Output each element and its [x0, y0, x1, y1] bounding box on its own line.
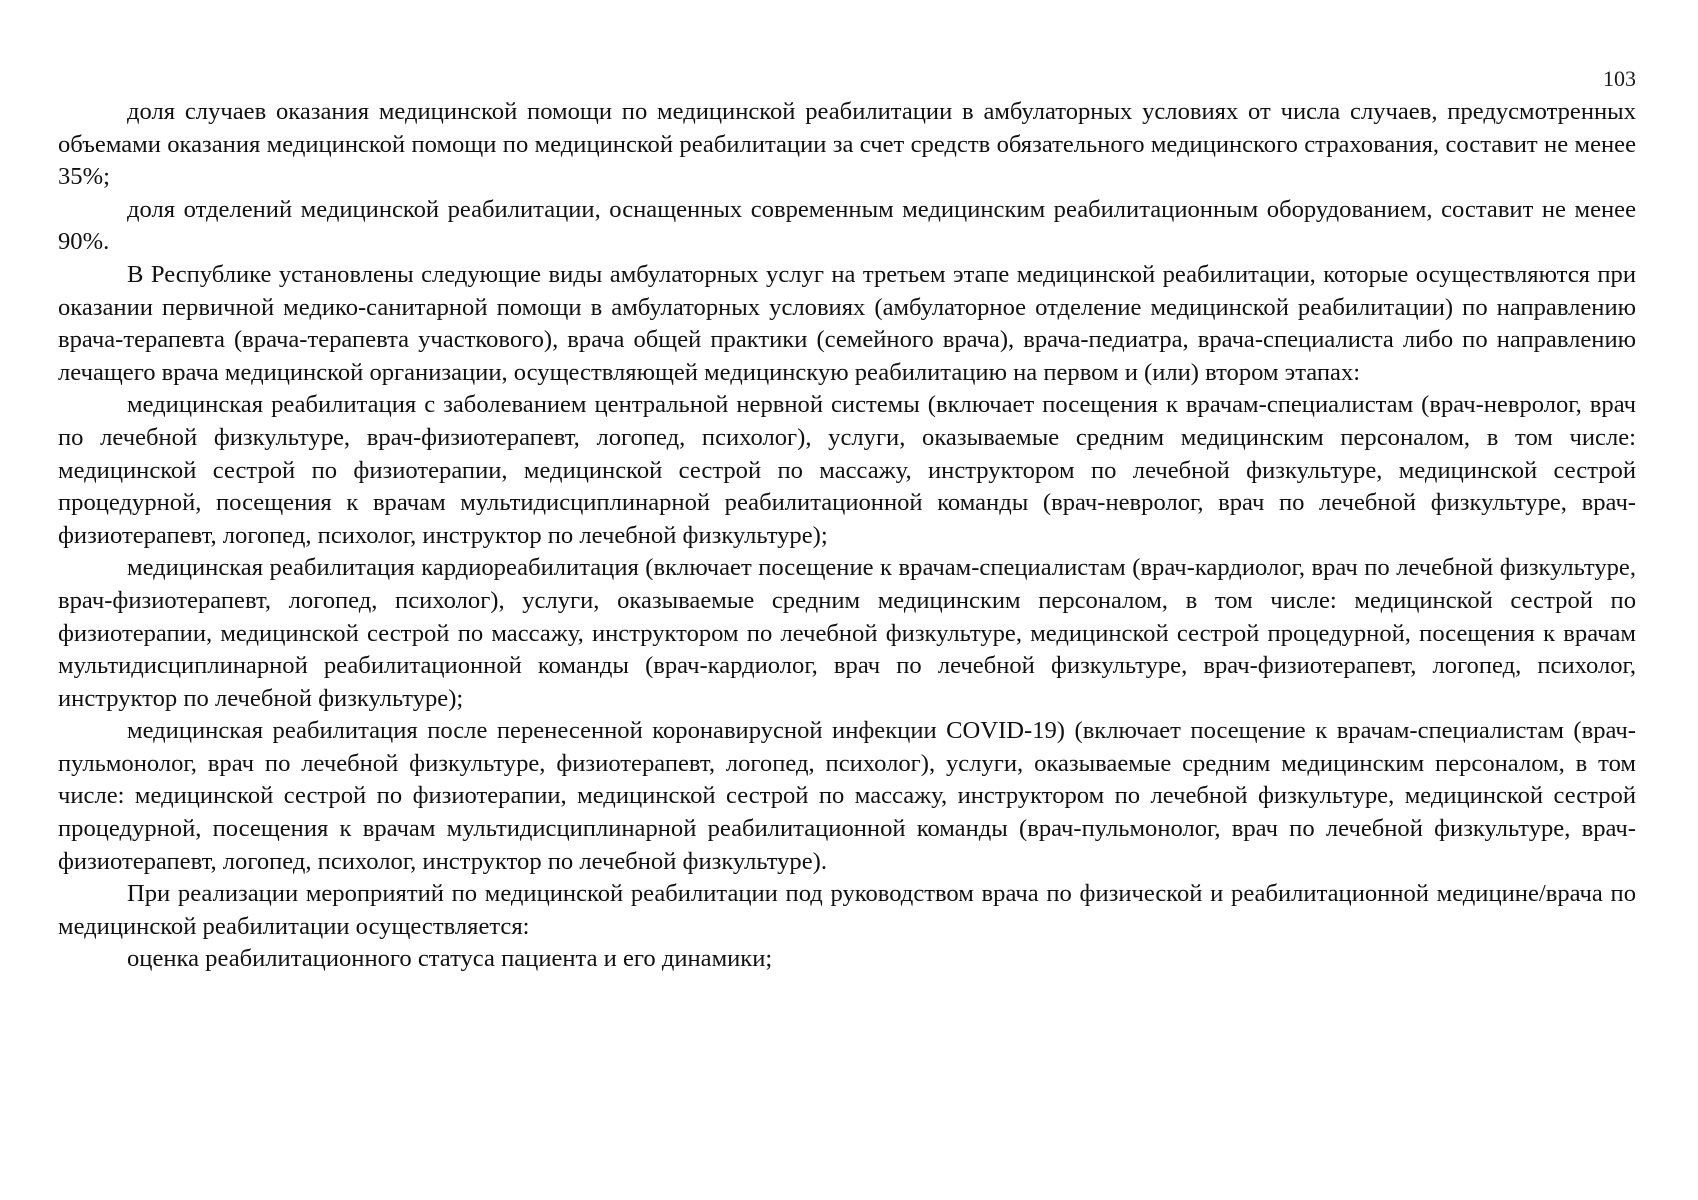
paragraph: доля случаев оказания медицинской помощи по медицинской реабилитации в амбулаторных условиях от числа случаев, предусмотренных объемами оказания медицинской помощи по медицинской реабилитации за счет средств обязательного медицинского страхования, составит не менее 35%;: [58, 98, 1636, 191]
page-number: 103: [1603, 66, 1636, 91]
body-text: [58, 96, 1636, 976]
paragraph: В Республике установлены следующие виды амбулаторных услуг на третьем этапе медицинской реабилитации, которые осуществляются при оказании первичной медико-санитарной помощи в амбулаторных условиях (амбулаторное отделение медицинской реабилитации) по направлению врача-терапевта (врача-терапевта участкового), врача общей практики (семейного врача), врача-педиатра, врача-специалиста либо по направлению лечащего врача медицинской организации, осуществляющей медицинскую реабилитацию на первом и (или) втором этапах:: [58, 260, 1636, 386]
paragraph: медицинская реабилитация кардиореабилитация (включает посещение к врачам-специалистам (врач-кардиолог, врач по лечебной физкультуре, врач-физиотерапевт, логопед, психолог), услуги, оказываемые средним медицинским персоналом, в том числе: медицинской сестрой по физиотерапии, медицинской сестрой по массажу, инструктором по лечебной физкультуре, медицинской сестрой процедурной, посещения к врачам мультидисциплинарной реабилитационной команды (врач-кардиолог, врач по лечебной физкультуре, врач-физиотерапевт, логопед, психолог, инструктор по лечебной физкультуре);: [58, 554, 1636, 712]
paragraph: При реализации мероприятий по медицинской реабилитации под руководством врача по физической и реабилитационной медицине/врача по медицинской реабилитации осуществляется:: [58, 880, 1636, 940]
paragraph: медицинская реабилитация после перенесенной коронавирусной инфекции COVID-19) (включает посещение к врачам-специалистам (врач-пульмонолог, врач по лечебной физкультуре, физиотерапевт, логопед, психолог), услуги, оказываемые средним медицинским персоналом, в том числе: медицинской сестрой по физиотерапии, медицинской сестрой по массажу, инструктором по лечебной физкультуре, медицинской сестрой процедурной, посещения к врачам мультидисциплинарной реабилитационной команды (врач-пульмонолог, врач по лечебной физкультуре, врач-физиотерапевт, логопед, психолог, инструктор по лечебной физкультуре).: [58, 717, 1636, 875]
paragraph: медицинская реабилитация с заболеванием центральной нервной системы (включает посещения к врачам-специалистам (врач-невролог, врач по лечебной физкультуре, врач-физиотерапевт, логопед, психолог), услуги, оказываемые средним медицинским персоналом, в том числе: медицинской сестрой по физиотерапии, медицинской сестрой по массажу, инструктором по лечебной физкультуре, медицинской сестрой процедурной, посещения к врачам мультидисциплинарной реабилитационной команды (врач-невролог, врач по лечебной физкультуре, врач-физиотерапевт, логопед, психолог, инструктор по лечебной физкультуре);: [58, 391, 1636, 549]
paragraph: оценка реабилитационного статуса пациента и его динамики;: [127, 945, 773, 973]
paragraph: доля отделений медицинской реабилитации, оснащенных современным медицинским реабилитационным оборудованием, составит не менее 90%.: [58, 195, 1636, 256]
